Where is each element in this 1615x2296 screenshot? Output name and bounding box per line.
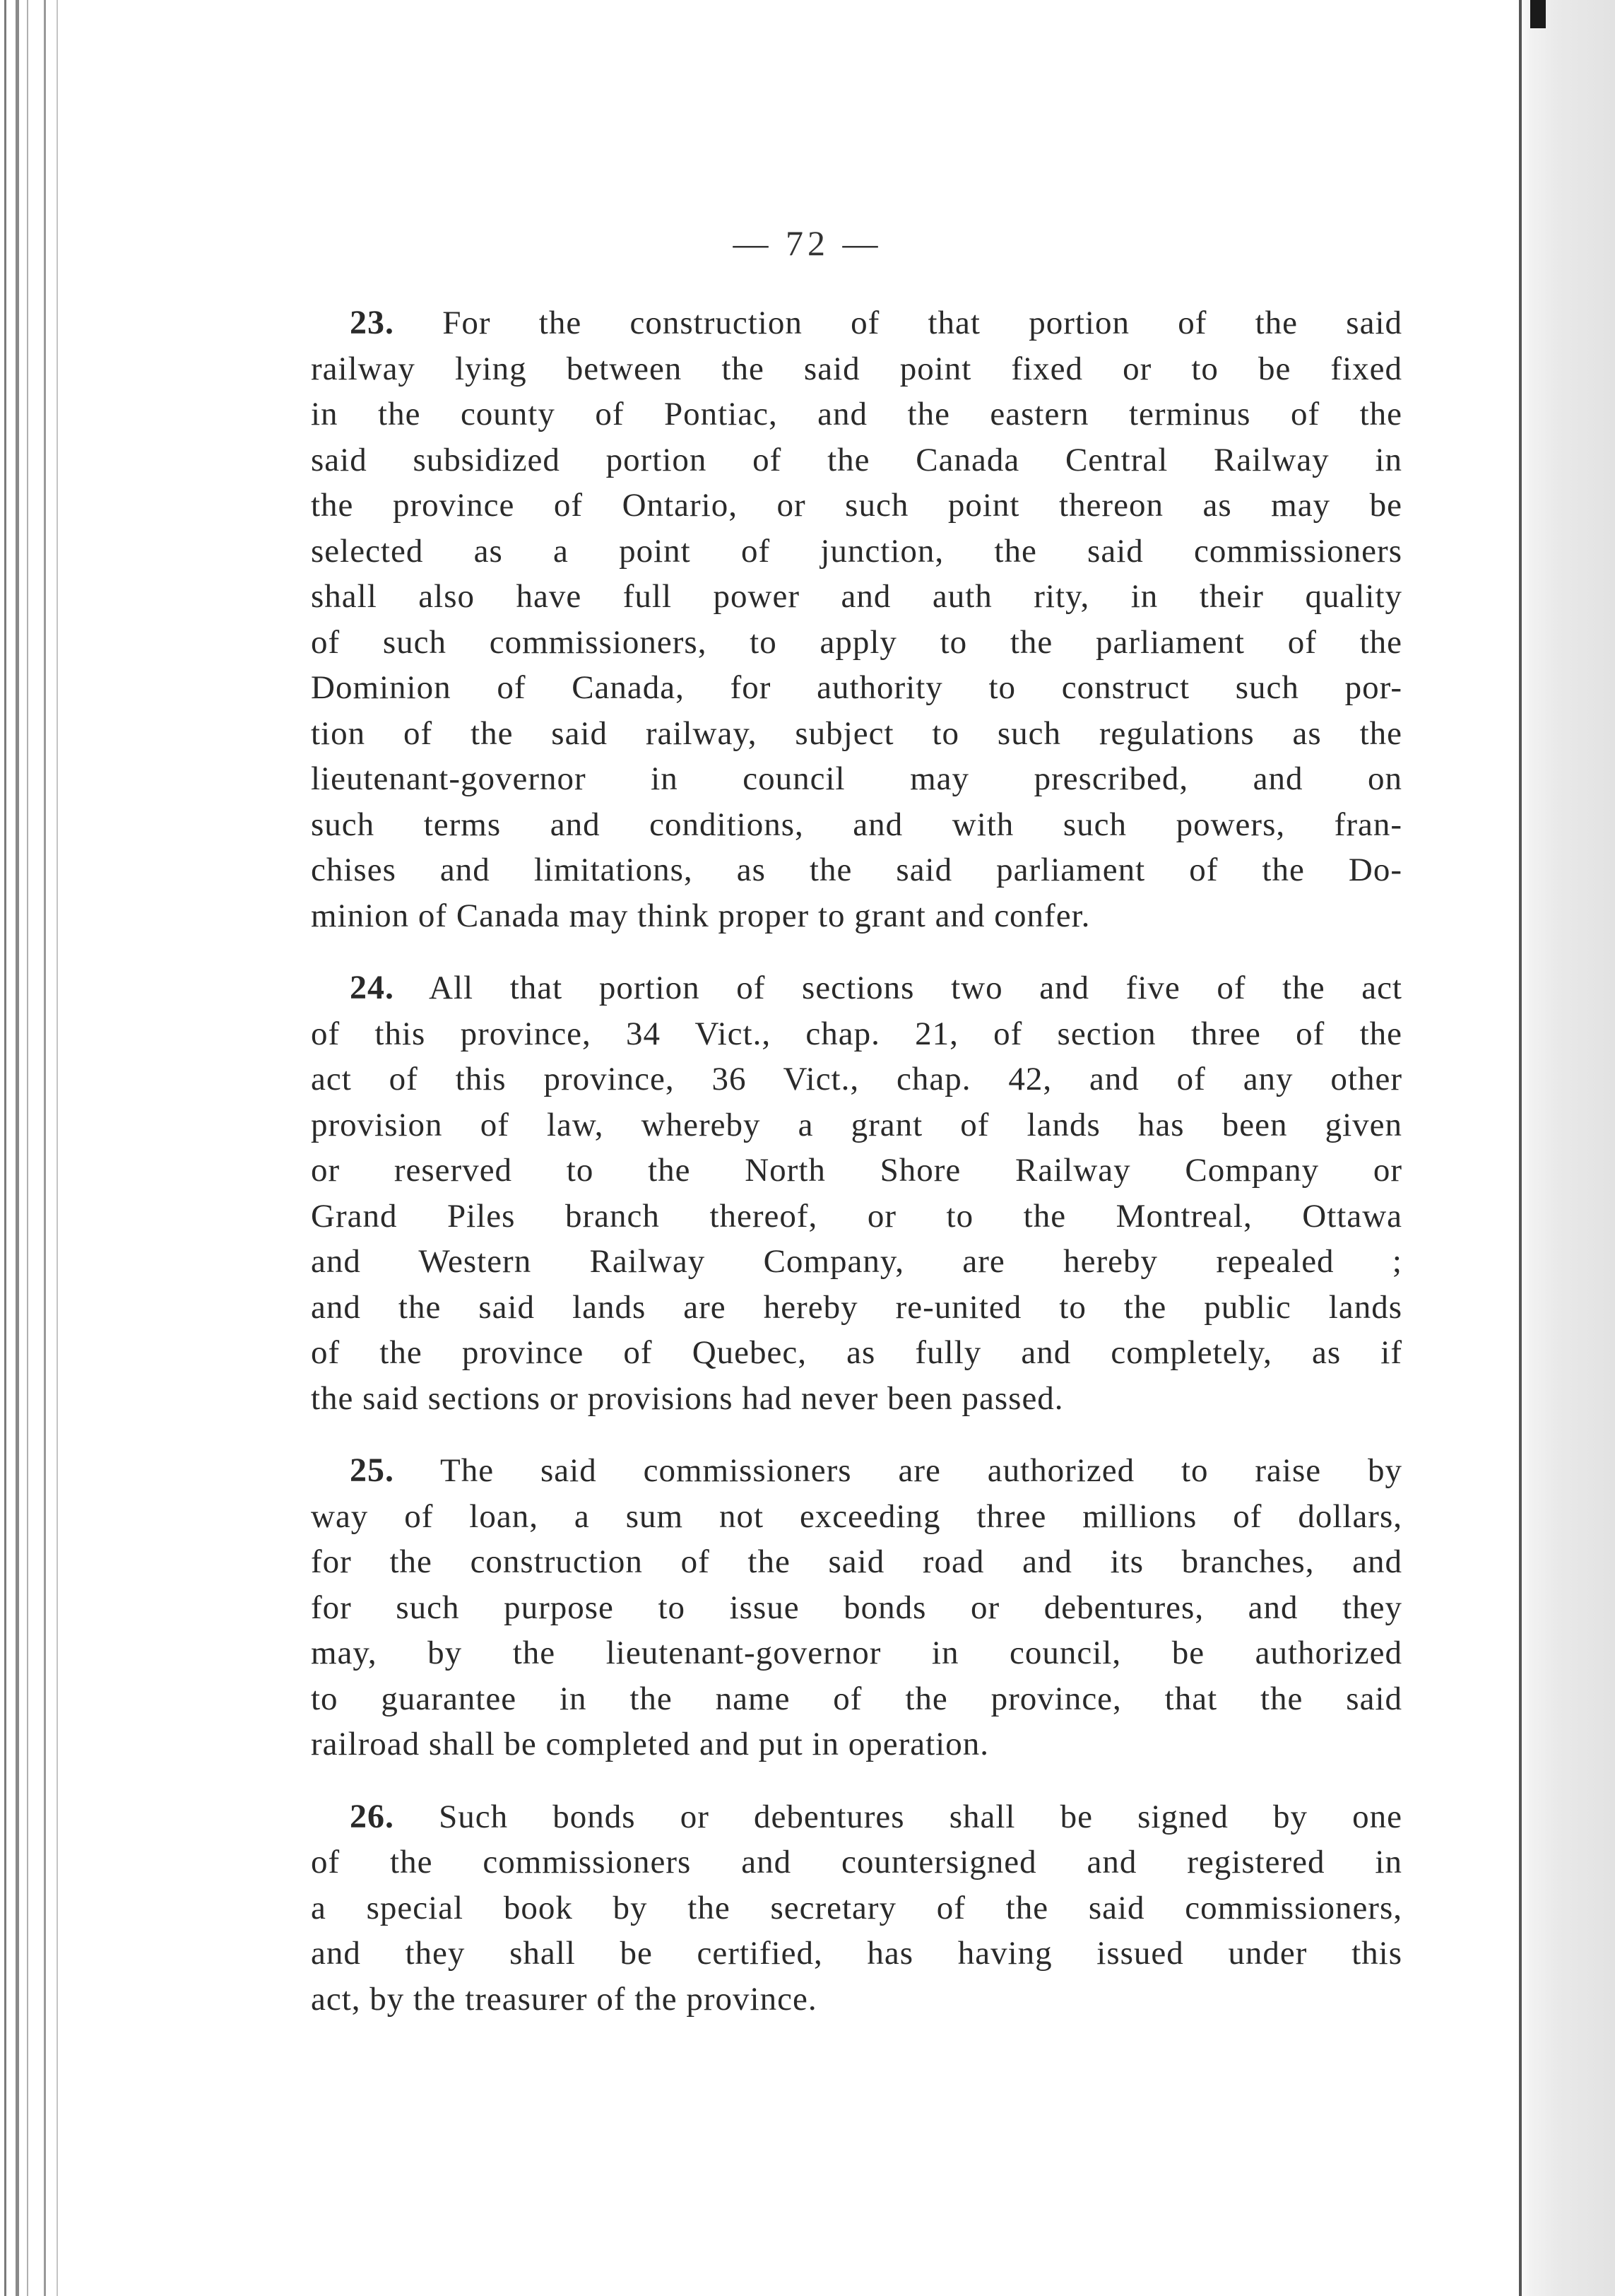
left-page-edge [0,0,71,2296]
text-line: lieutenant-governor in council may prescribed, and on [311,760,1402,797]
text-line: minion of Canada may think proper to grant and confer. [311,897,1091,934]
text-line: 26. Such bonds or debentures shall be signed by one [350,1797,1402,1835]
right-page-edge [1516,0,1615,2296]
text-line: in the county of Pontiac, and the eastern terminus of the [311,396,1402,432]
text-line: act of this province, 36 Vict., chap. 42, and of any other [311,1061,1402,1097]
section-number: 24. [350,969,394,1006]
text-line: chises and limitations, as the said parliament of the Do- [311,852,1402,888]
text-line: selected as a point of junction, the said commissioners [311,532,1402,570]
text-line: and the said lands are hereby re-united to the public lands [311,1288,1402,1326]
text-line: Grand Piles branch thereof, or to the Montreal, Ottawa [311,1197,1402,1235]
page-number: — 72 — [733,223,882,263]
text-line: or reserved to the North Shore Railway Company or [311,1152,1402,1189]
text-line: a special book by the secretary of the said commissioners, [311,1889,1402,1926]
section-23 [311,300,1402,938]
text-line: such terms and conditions, and with such powers, fran- [311,806,1402,843]
text-line: of this province, 34 Vict., chap. 21, of section three of the [311,1015,1402,1052]
text-line: the province of Ontario, or such point thereon as may be [311,487,1402,524]
text-line: said subsidized portion of the Canada Central Railway in [311,441,1402,478]
text-line: shall also have full power and auth rity, in their quality [311,578,1402,615]
text-line: of such commissioners, to apply to the parliament of the [311,623,1402,661]
text-line: 24. All that portion of sections two and five of the act [350,969,1402,1006]
text-line: of the province of Quebec, as fully and completely, as if [311,1334,1402,1371]
section-24 [311,965,1402,1421]
text-line: 23. For the construction of that portion of the said [350,304,1403,341]
section-25 [311,1448,1402,1767]
text-line: act, by the treasurer of the province. [311,1980,817,2018]
text-line: of the commissioners and countersigned and registered in [311,1844,1402,1880]
section-number: 26. [350,1797,394,1835]
document-body [311,300,1402,2049]
text-line: 25. The said commissioners are authorized to raise by [350,1452,1402,1489]
section-number: 25. [350,1452,394,1489]
text-line: and Western Railway Company, are hereby repealed ; [311,1243,1402,1280]
text-line: for the construction of the said road and its branches, and [311,1543,1402,1580]
text-line: for such purpose to issue bonds or debentures, and they [311,1589,1402,1626]
text-line: way of loan, a sum not exceeding three millions of dollars, [311,1497,1402,1535]
text-line: to guarantee in the name of the province, that the said [311,1680,1402,1717]
section-26 [311,1794,1402,2023]
text-line: and they shall be certified, has having issued under this [311,1935,1402,1972]
text-line: may, by the lieutenant-governor in council, be authorized [311,1635,1402,1671]
text-line: railway lying between the said point fixed or to be fixed [311,350,1402,387]
text-line: tion of the said railway, subject to such regulations as the [311,714,1402,752]
text-line: Dominion of Canada, for authority to construct such por- [311,669,1402,706]
text-line: railroad shall be completed and put in operation. [311,1726,989,1762]
text-line: provision of law, whereby a grant of lands has been given [311,1106,1402,1143]
section-number: 23. [350,304,394,341]
text-line: the said sections or provisions had never been passed. [311,1379,1064,1417]
